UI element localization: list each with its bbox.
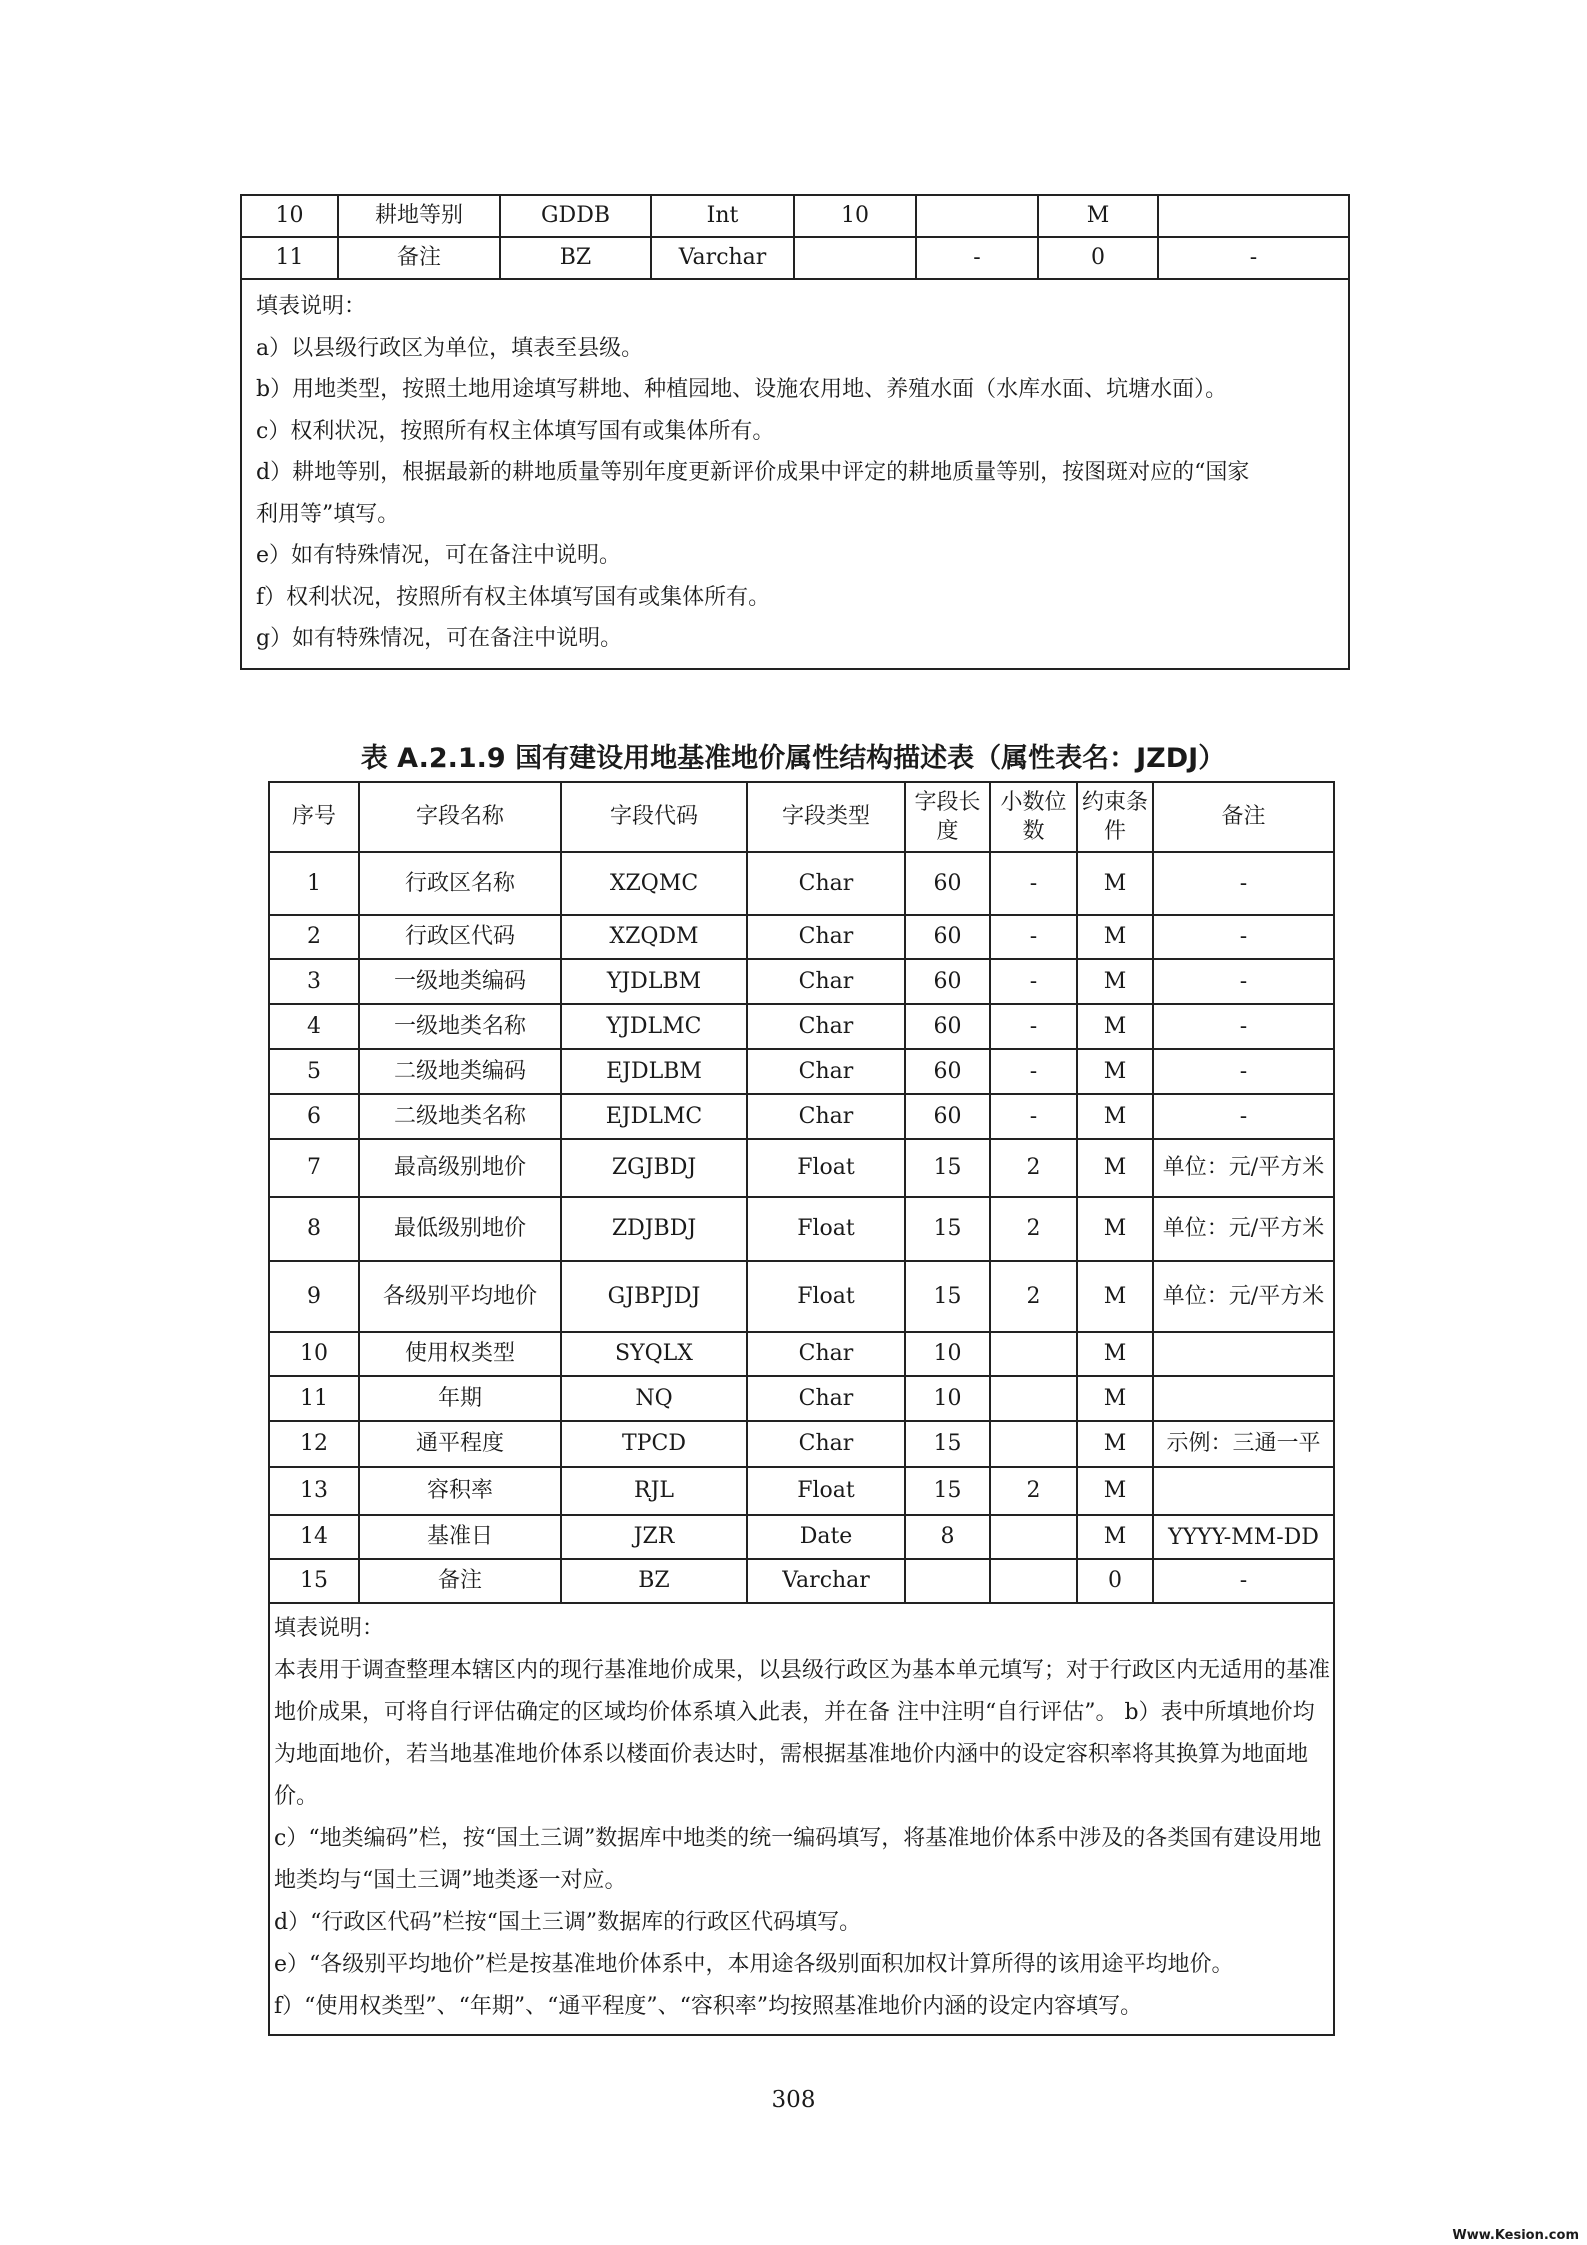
table-cell: 15	[905, 1197, 990, 1261]
table-cell: Date	[747, 1515, 905, 1559]
table-cell: NQ	[561, 1376, 747, 1421]
table-cell: GJBPJDJ	[561, 1261, 747, 1332]
table-cell	[1153, 1467, 1334, 1515]
table-cell: ZGJBDJ	[561, 1139, 747, 1197]
table-cell: 11	[241, 237, 338, 279]
fill-instructions	[269, 1603, 1334, 2035]
table-cell: -	[1158, 237, 1349, 279]
table-cell: 1	[269, 852, 359, 915]
table-cell: 60	[905, 1004, 990, 1049]
table-cell: -	[1153, 1094, 1334, 1139]
table-cell	[794, 237, 916, 279]
table-cell: M	[1077, 1049, 1153, 1094]
table-row	[269, 1139, 1334, 1197]
table-cell: 行政区代码	[359, 915, 561, 959]
table-cell: 年期	[359, 1376, 561, 1421]
table-cell: 2	[990, 1261, 1077, 1332]
table-cell: YYYY-MM-DD	[1153, 1515, 1334, 1559]
table-row	[269, 1049, 1334, 1094]
table-cell: EJDLMC	[561, 1094, 747, 1139]
table-cell: Char	[747, 959, 905, 1004]
table-cell: RJL	[561, 1467, 747, 1515]
table-cell: -	[990, 852, 1077, 915]
table-row	[269, 1094, 1334, 1139]
table-cell: M	[1077, 1261, 1153, 1332]
column-header: 约束条件	[1077, 782, 1153, 852]
table-cell: Char	[747, 852, 905, 915]
table-cell: -	[916, 237, 1038, 279]
instruction-line: 本表用于调查整理本辖区内的现行基准地价成果，以县级行政区为基本单元填写；对于行政区内无适用的基准地价成果，可将自行评估确定的区域均价体系填入此表，并在备 注中注明“自行评估”。 b）表中所填地价均为地面地价，若当地基准地价体系以楼面价表达时，需根据基准地价内涵中的设定容积率将其换算为地面地价。	[274, 1658, 1331, 1809]
table-cell: EJDLBM	[561, 1049, 747, 1094]
table-cell: 10	[905, 1332, 990, 1376]
table-cell: 单位：元/平方米	[1153, 1139, 1334, 1197]
table-cell: Char	[747, 1049, 905, 1094]
table-cell: Char	[747, 1332, 905, 1376]
instruction-line: c）权利状况，按照所有权主体填写国有或集体所有。	[256, 418, 775, 444]
table-cell: 耕地等别	[338, 195, 500, 237]
table-cell: 12	[269, 1421, 359, 1467]
table-cell: M	[1038, 195, 1158, 237]
table-cell: 备注	[338, 237, 500, 279]
table-cell: 11	[269, 1376, 359, 1421]
table-cell: Char	[747, 1421, 905, 1467]
table-cell: M	[1077, 852, 1153, 915]
table-cell: 15	[905, 1421, 990, 1467]
table-cell: M	[1077, 1094, 1153, 1139]
header-row	[269, 782, 1334, 852]
table-cell: 10	[269, 1332, 359, 1376]
table-cell: 9	[269, 1261, 359, 1332]
table-cell: 5	[269, 1049, 359, 1094]
instruction-line: 填表说明：	[274, 1616, 385, 1641]
table-cell: M	[1077, 1515, 1153, 1559]
table-cell: GDDB	[500, 195, 651, 237]
table-cell: -	[1153, 1559, 1334, 1603]
table-cell: Float	[747, 1467, 905, 1515]
table-cell: 3	[269, 959, 359, 1004]
table-cell: SYQLX	[561, 1332, 747, 1376]
table-row	[269, 1515, 1334, 1559]
instruction-line: a）以县级行政区为单位，填表至县级。	[256, 335, 644, 361]
table-cell	[990, 1332, 1077, 1376]
column-header: 小数位数	[990, 782, 1077, 852]
table-cell: 10	[905, 1376, 990, 1421]
table-cell: 8	[269, 1197, 359, 1261]
table-cell: Float	[747, 1197, 905, 1261]
table-cell	[1153, 1376, 1334, 1421]
table-row	[241, 195, 1349, 237]
table-row	[269, 959, 1334, 1004]
table-row	[269, 1197, 1334, 1261]
table-row	[269, 1332, 1334, 1376]
table-cell: 最低级别地价	[359, 1197, 561, 1261]
table-cell: Varchar	[651, 237, 794, 279]
table-row	[241, 237, 1349, 279]
table-cell: M	[1077, 1421, 1153, 1467]
table-cell: 7	[269, 1139, 359, 1197]
table-row	[269, 915, 1334, 959]
table-row	[269, 852, 1334, 915]
column-header: 字段长度	[905, 782, 990, 852]
table-cell: ZDJBDJ	[561, 1197, 747, 1261]
table-cell: 14	[269, 1515, 359, 1559]
table-cell: 单位：元/平方米	[1153, 1261, 1334, 1332]
instruction-line: 利用等”填写。	[256, 501, 400, 527]
table-cell: 使用权类型	[359, 1332, 561, 1376]
table-row	[269, 1467, 1334, 1515]
table-cell	[905, 1559, 990, 1603]
site-watermark: Www.Kesion.com	[1452, 2228, 1579, 2243]
table-cell: M	[1077, 1197, 1153, 1261]
table-cell: JZR	[561, 1515, 747, 1559]
table-cell: 0	[1038, 237, 1158, 279]
column-header: 备注	[1153, 782, 1334, 852]
table-cell: 容积率	[359, 1467, 561, 1515]
table-cell: 10	[794, 195, 916, 237]
table-row	[269, 1376, 1334, 1421]
table-cell: M	[1077, 915, 1153, 959]
table-title: 表 A.2.1.9 国有建设用地基准地价属性结构描述表（属性表名：JZDJ）	[360, 743, 1226, 774]
table-cell: 8	[905, 1515, 990, 1559]
table-cell: 13	[269, 1467, 359, 1515]
table-cell: M	[1077, 1376, 1153, 1421]
table-cell: 单位：元/平方米	[1153, 1197, 1334, 1261]
table-cell: M	[1077, 959, 1153, 1004]
table-cell: XZQMC	[561, 852, 747, 915]
table-cell: 通平程度	[359, 1421, 561, 1467]
table-cell: -	[1153, 915, 1334, 959]
table-cell: 基准日	[359, 1515, 561, 1559]
table-row	[269, 1261, 1334, 1332]
table-cell	[1153, 1332, 1334, 1376]
table-cell: 行政区名称	[359, 852, 561, 915]
table-cell: 示例：三通一平	[1153, 1421, 1334, 1467]
column-header: 字段名称	[359, 782, 561, 852]
table-row	[269, 1559, 1334, 1603]
table-cell	[990, 1515, 1077, 1559]
table-cell: M	[1077, 1004, 1153, 1049]
table-cell	[1158, 195, 1349, 237]
instruction-line: d）“行政区代码”栏按“国土三调”数据库的行政区代码填写。	[274, 1910, 862, 1935]
table-cell: M	[1077, 1332, 1153, 1376]
table-cell: -	[990, 1094, 1077, 1139]
table-cell	[990, 1376, 1077, 1421]
instruction-line: e）“各级别平均地价”栏是按基准地价体系中，本用途各级别面积加权计算所得的该用途平均地价。	[274, 1952, 1234, 1977]
table-row	[269, 1421, 1334, 1467]
table-cell: 10	[241, 195, 338, 237]
table-cell	[990, 1559, 1077, 1603]
table-cell: 一级地类名称	[359, 1004, 561, 1049]
table-cell: 60	[905, 1094, 990, 1139]
table-cell: 4	[269, 1004, 359, 1049]
table-cell: 15	[905, 1467, 990, 1515]
table-cell: -	[1153, 1049, 1334, 1094]
table-cell: BZ	[500, 237, 651, 279]
table-cell: Char	[747, 1004, 905, 1049]
instruction-line: d）耕地等别，根据最新的耕地质量等别年度更新评价成果中评定的耕地质量等别，按图斑对应的“国家	[256, 460, 1250, 485]
table-cell: 二级地类编码	[359, 1049, 561, 1094]
table-cell: Char	[747, 915, 905, 959]
table-cell: M	[1077, 1139, 1153, 1197]
table-cell: Float	[747, 1261, 905, 1332]
column-header: 字段类型	[747, 782, 905, 852]
table-row	[269, 1004, 1334, 1049]
table-cell: Varchar	[747, 1559, 905, 1603]
table-cell: Float	[747, 1139, 905, 1197]
table-cell: YJDLMC	[561, 1004, 747, 1049]
column-header: 序号	[269, 782, 359, 852]
instruction-line: g）如有特殊情况，可在备注中说明。	[256, 626, 623, 651]
table-cell: -	[1153, 959, 1334, 1004]
instruction-line: b）用地类型，按照土地用途填写耕地、种植园地、设施农用地、养殖水面（水库水面、坑塘水面）。	[256, 377, 1228, 402]
benchmark-land-price-table	[268, 781, 1335, 2036]
table-cell: 15	[269, 1559, 359, 1603]
table-cell: 最高级别地价	[359, 1139, 561, 1197]
table-cell: 二级地类名称	[359, 1094, 561, 1139]
table-cell: -	[1153, 1004, 1334, 1049]
table-cell	[916, 195, 1038, 237]
table-cell: 60	[905, 915, 990, 959]
table-cell: Int	[651, 195, 794, 237]
table-cell: -	[1153, 852, 1334, 915]
table-cell: Char	[747, 1376, 905, 1421]
table-cell: 2	[990, 1139, 1077, 1197]
column-header: 字段代码	[561, 782, 747, 852]
fill-instructions	[241, 279, 1349, 669]
table-cell: 60	[905, 959, 990, 1004]
table-cell: -	[990, 915, 1077, 959]
table-cell	[990, 1421, 1077, 1467]
table-cell: -	[990, 1004, 1077, 1049]
page-number: 308	[771, 2087, 816, 2113]
instruction-line: 填表说明：	[256, 294, 367, 319]
table-cell: BZ	[561, 1559, 747, 1603]
table-cell: -	[990, 1049, 1077, 1094]
instruction-line: c）“地类编码”栏，按“国土三调”数据库中地类的统一编码填写，将基准地价体系中涉及的各类国有建设用地地类均与“国土三调”地类逐一对应。	[274, 1826, 1322, 1893]
cultivated-land-table	[240, 194, 1350, 670]
instruction-line: e）如有特殊情况，可在备注中说明。	[256, 543, 622, 568]
table-cell: M	[1077, 1467, 1153, 1515]
instruction-line: f）权利状况，按照所有权主体填写国有或集体所有。	[256, 584, 771, 610]
table-cell: 2	[990, 1467, 1077, 1515]
table-cell: 2	[990, 1197, 1077, 1261]
table-cell: 15	[905, 1261, 990, 1332]
table-cell: 各级别平均地价	[359, 1261, 561, 1332]
table-cell: 60	[905, 852, 990, 915]
table-cell: 6	[269, 1094, 359, 1139]
table-cell: 0	[1077, 1559, 1153, 1603]
table-cell: Char	[747, 1094, 905, 1139]
table-cell: YJDLBM	[561, 959, 747, 1004]
table-cell: 60	[905, 1049, 990, 1094]
table-cell: 一级地类编码	[359, 959, 561, 1004]
instruction-line: f）“使用权类型”、“年期”、“通平程度”、“容积率”均按照基准地价内涵的设定内容填写。	[274, 1994, 1143, 2019]
table-cell: -	[990, 959, 1077, 1004]
table-cell: TPCD	[561, 1421, 747, 1467]
table-cell: 15	[905, 1139, 990, 1197]
table-cell: XZQDM	[561, 915, 747, 959]
table-cell: 备注	[359, 1559, 561, 1603]
table-cell: 2	[269, 915, 359, 959]
